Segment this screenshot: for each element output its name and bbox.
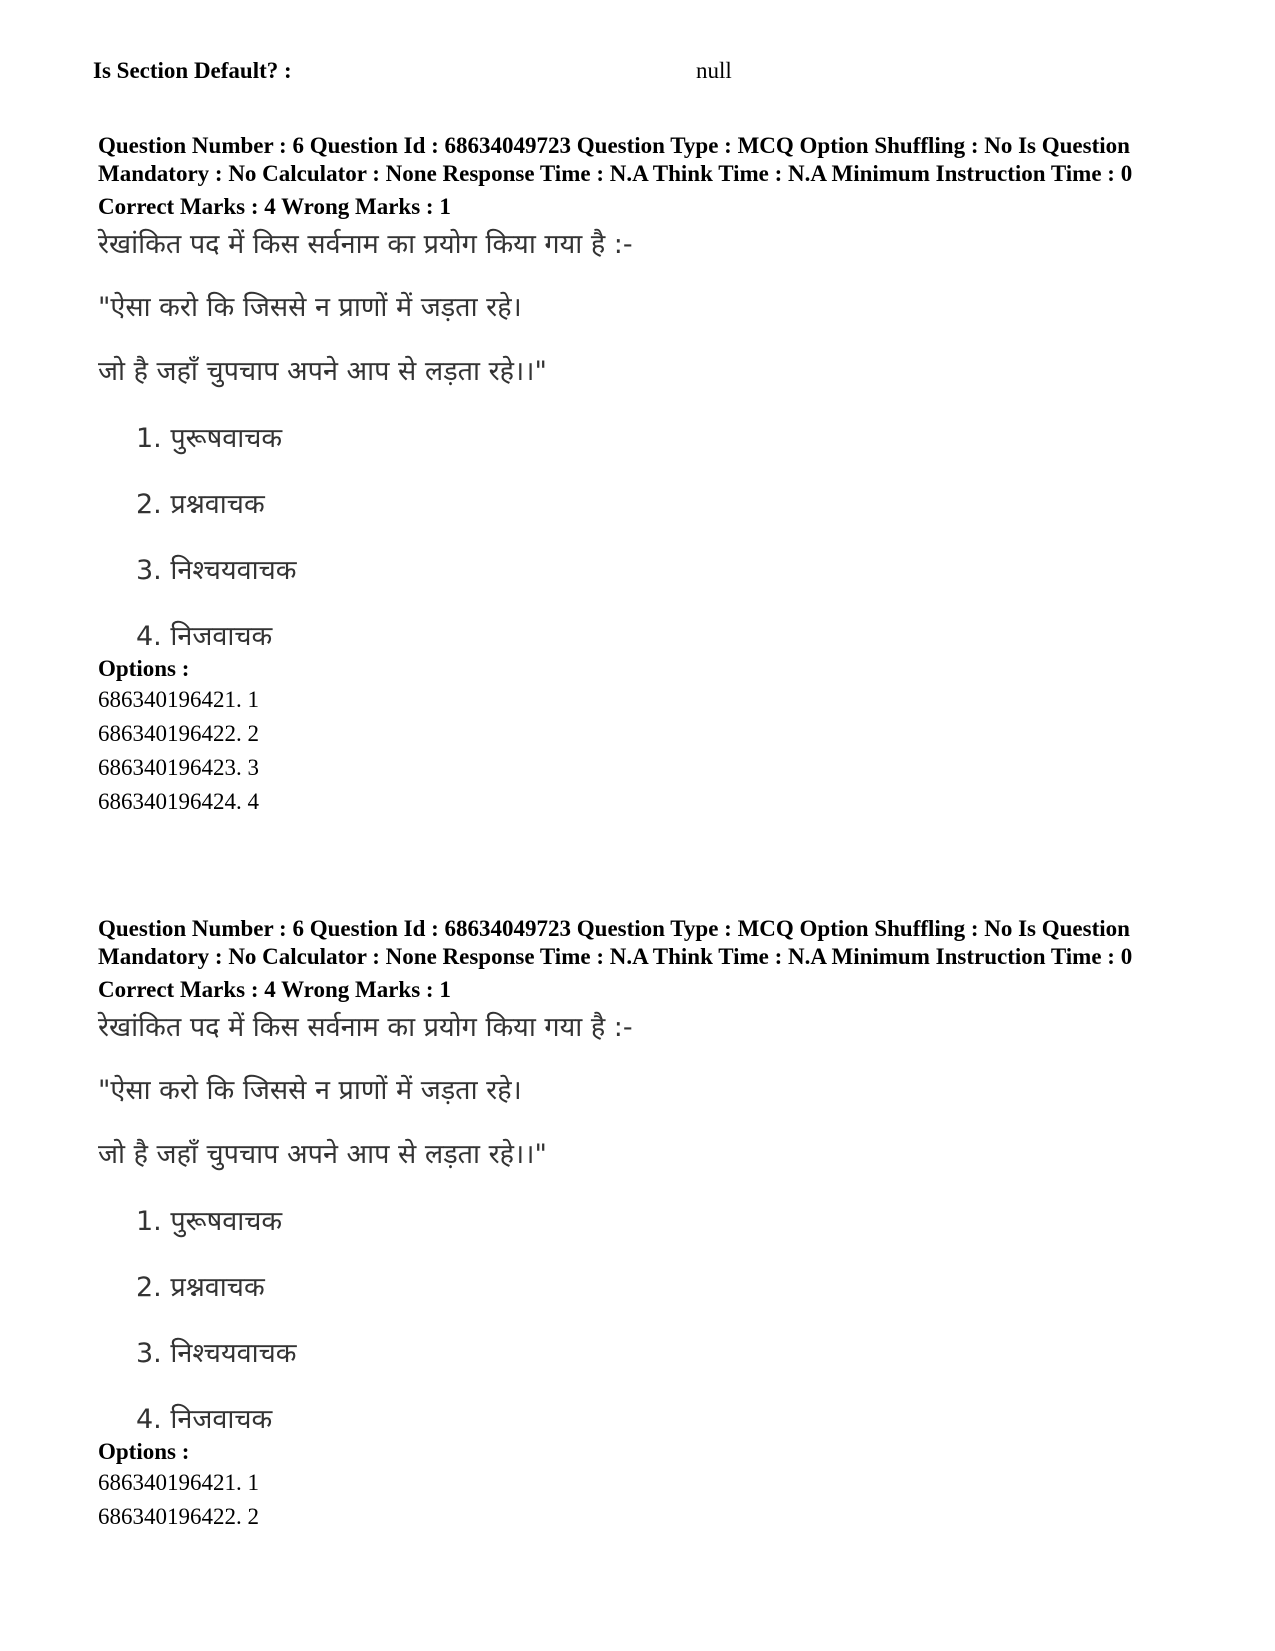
answer-choice: 1. पुरूषवाचक [136,1206,283,1237]
answer-choice: 3. निश्चयवाचक [136,555,297,586]
answer-choice: 1. पुरूषवाचक [136,423,283,454]
answer-choice: 4. निजवाचक [136,1404,273,1435]
question-text-line: जो है जहाँ चुपचाप अपने आप से लड़ता रहे।।" [98,1139,547,1170]
question-marks: Correct Marks : 4 Wrong Marks : 1 [98,977,451,1002]
section-default-value: null [696,58,732,83]
question-block [98,132,1178,819]
question-block [98,915,1178,1534]
question-text-line: रेखांकित पद में किस सर्वनाम का प्रयोग किया गया है :- [98,229,633,260]
section-default-label: Is Section Default? : [93,58,292,83]
answer-choice: 4. निजवाचक [136,621,273,652]
option-id-row: 686340196421. 1 [98,687,259,712]
question-meta: Question Number : 6 Question Id : 68634049723 Question Type : MCQ Option Shuffling : No Is Question Mandatory : No Calculator : None Response Time : N.A Think Time : N.A Minimum Instruction Time : 0 [98,133,1133,186]
question-marks: Correct Marks : 4 Wrong Marks : 1 [98,194,451,219]
answer-choice: 2. प्रश्नवाचक [136,1272,265,1303]
option-id-row: 686340196421. 1 [98,1470,259,1495]
options-label: Options : [98,1439,190,1464]
option-id-row: 686340196422. 2 [98,721,259,746]
answer-choice: 2. प्रश्नवाचक [136,489,265,520]
options-label: Options : [98,656,190,681]
option-id-row: 686340196423. 3 [98,755,259,780]
answer-choice: 3. निश्चयवाचक [136,1338,297,1369]
question-text-line: जो है जहाँ चुपचाप अपने आप से लड़ता रहे।।" [98,356,547,387]
question-meta: Question Number : 6 Question Id : 68634049723 Question Type : MCQ Option Shuffling : No Is Question Mandatory : No Calculator : None Response Time : N.A Think Time : N.A Minimum Instruction Time : 0 [98,916,1133,969]
question-text-line: "ऐसा करो कि जिससे न प्राणों में जड़ता रहे। [98,1075,522,1106]
option-id-row: 686340196422. 2 [98,1504,259,1529]
option-id-row: 686340196424. 4 [98,789,259,814]
question-text-line: "ऐसा करो कि जिससे न प्राणों में जड़ता रहे। [98,292,522,323]
question-text-line: रेखांकित पद में किस सर्वनाम का प्रयोग किया गया है :- [98,1012,633,1043]
